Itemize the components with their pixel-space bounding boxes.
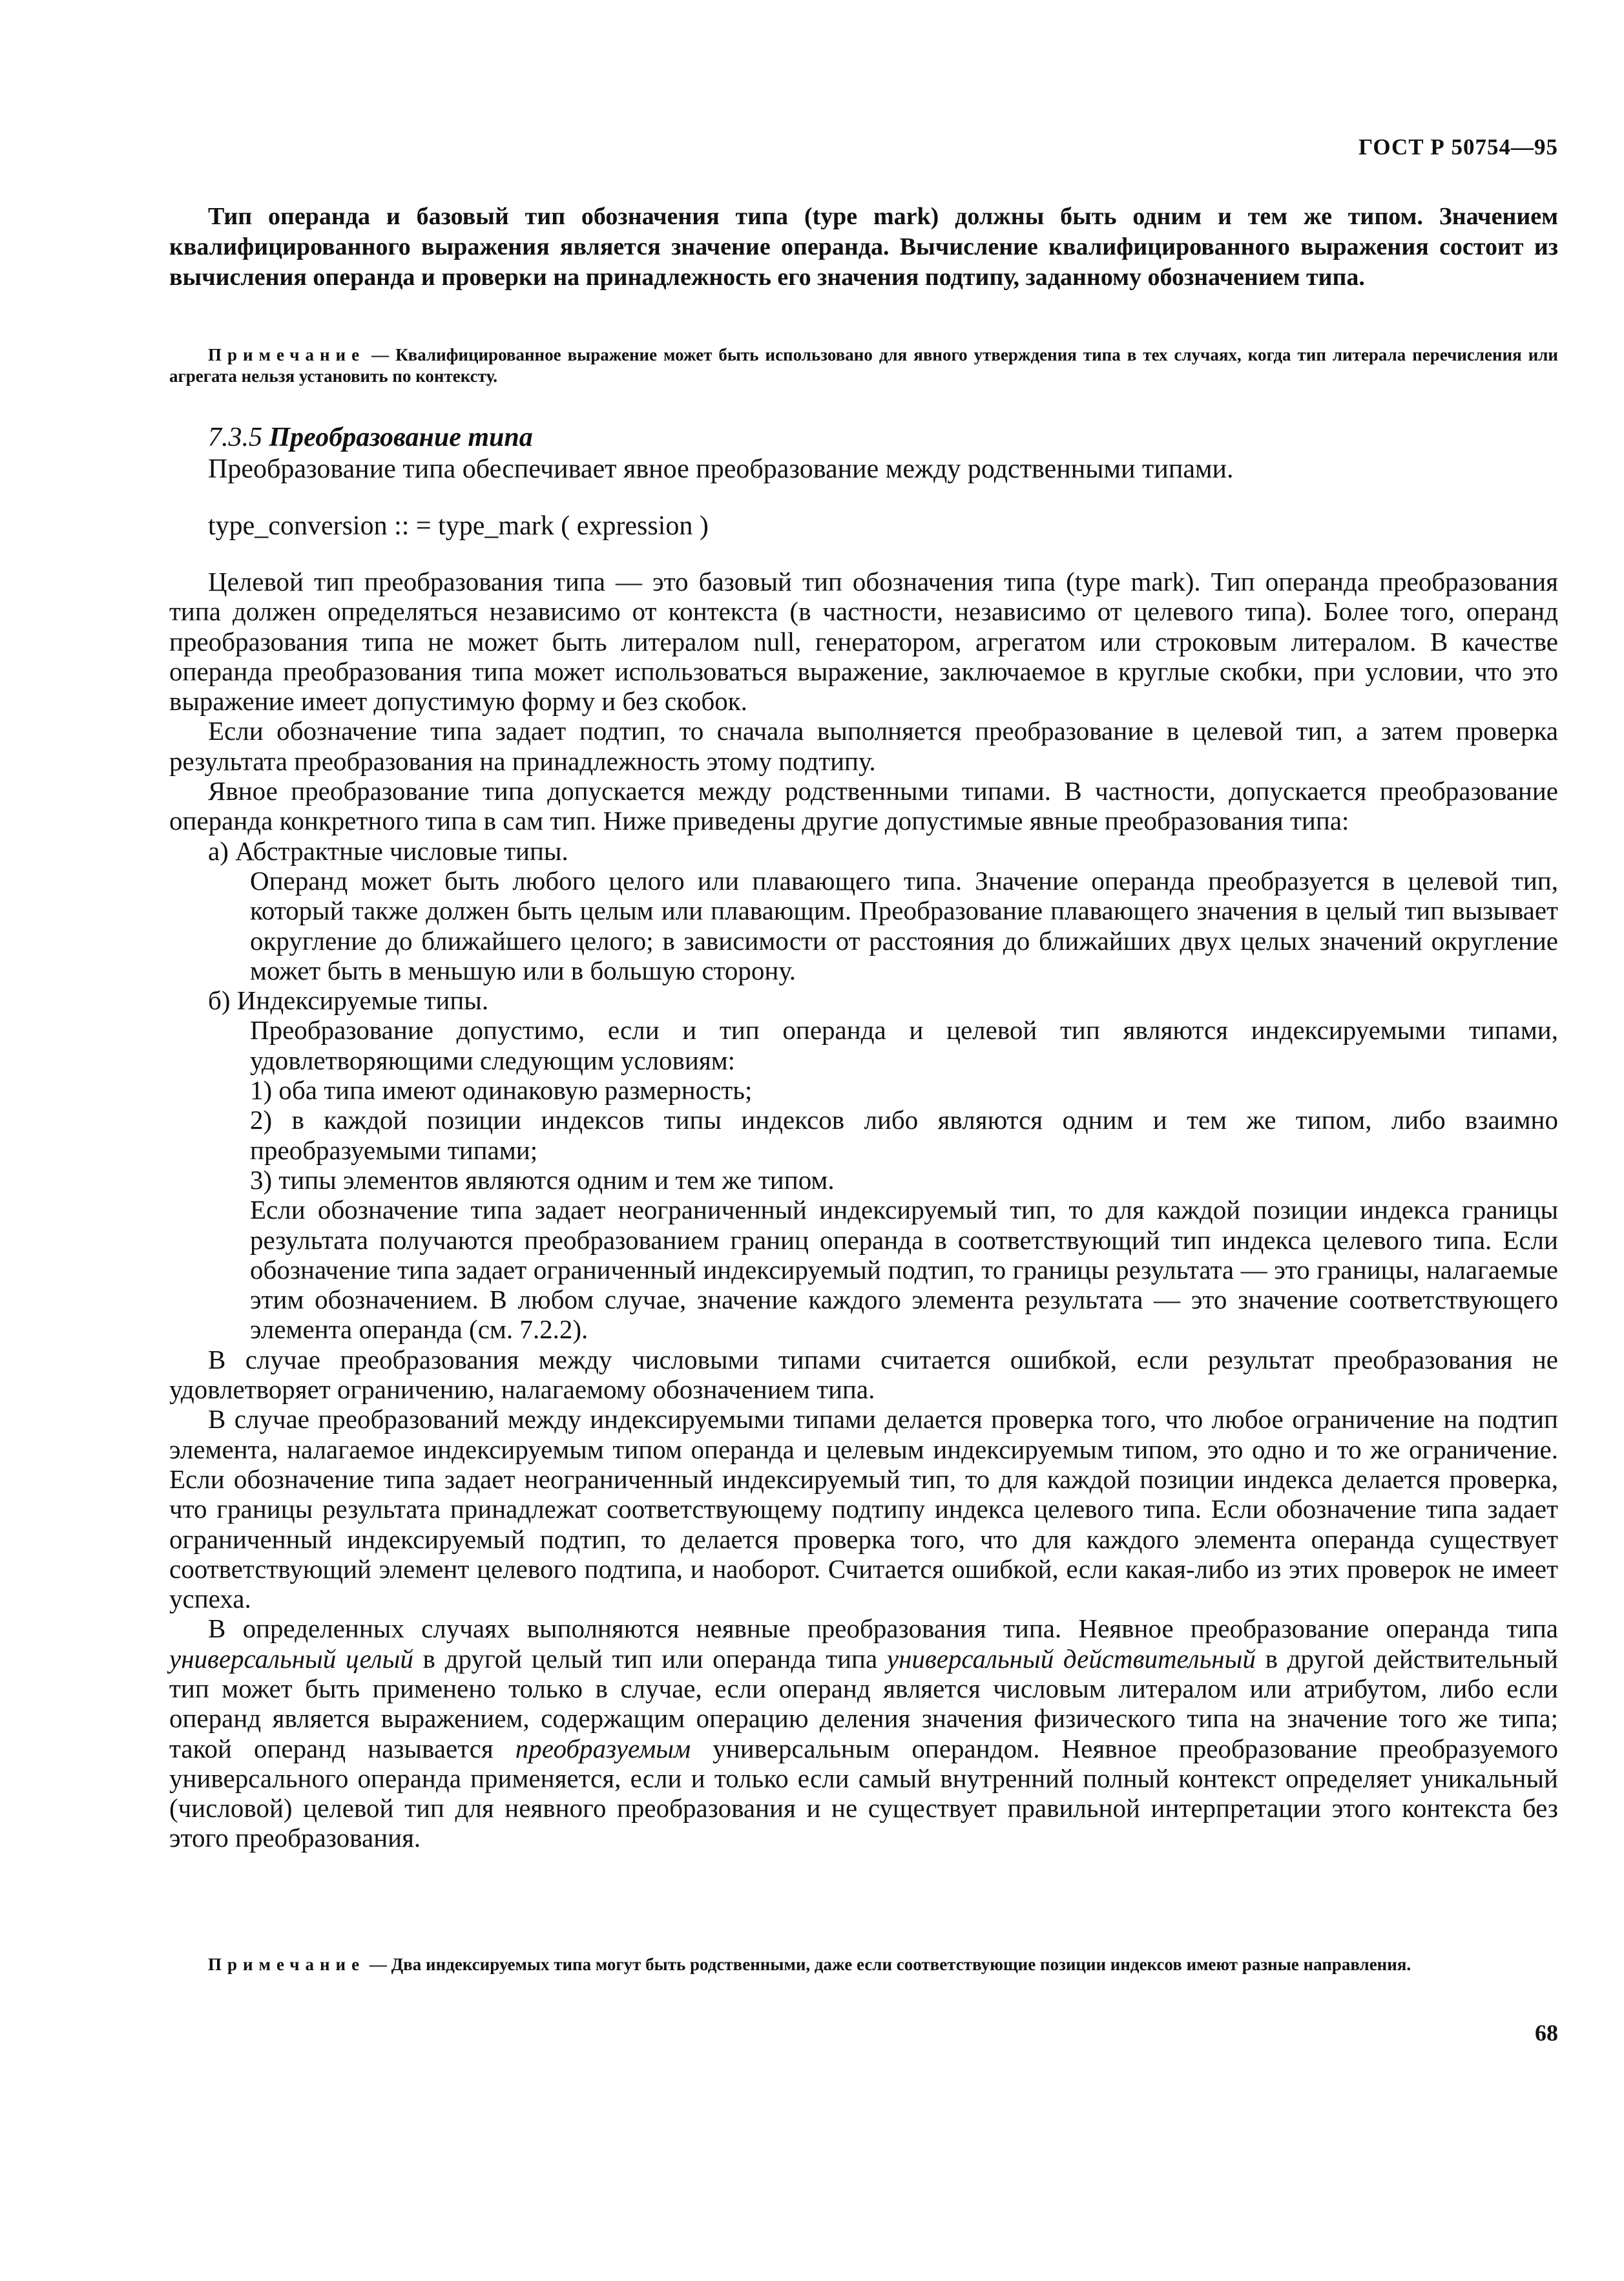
section-body <box>169 567 1558 1853</box>
p6-part-b: в другой целый тип или операнда типа <box>413 1643 887 1674</box>
body-paragraph-2: Если обозначение типа задает подтип, то сначала выполняется преобразование в целевой тип, а затем проверка результата преобразования на принадлежность этому подтипу. <box>169 716 1558 776</box>
intro-paragraph <box>169 202 1558 293</box>
body-paragraph-6 <box>169 1614 1558 1853</box>
item-a-label: а) Абстрактные числовые типы. <box>208 836 568 866</box>
p6-italic-universal-real: универсальный действительный <box>886 1643 1256 1674</box>
item-b-text-2: Если обозначение типа задает неограниченный индексируемый тип, то для каждой позиции индекса границы результата получаются преобразованием границ операнда в соответствующий тип индекса целевого типа. Если обозначение типа задает ограниченный индексируемый подтип, то границы результата — это границы, налагаемые этим обозначением. В любом случае, значение каждого элемента результата — это значение соответствующего элемента операнда (см. 7.2.2). <box>250 1195 1558 1345</box>
p6-part-a: В определенных случаях выполняются неявные преобразования типа. Неявное преобразование операнда типа <box>208 1614 1558 1644</box>
note-bottom-lead: Примечание <box>208 1955 366 1974</box>
page-number: 68 <box>1535 2020 1558 2046</box>
body-paragraph-3: Явное преобразование типа допускается между родственными типами. В частности, допускается преобразование операнда конкретного типа в сам тип. Ниже приведены другие допустимые явные преобразования типа: <box>169 776 1558 836</box>
p6-part-c: в другой действительный тип может быть применено только в случае, если операнд является числовым литералом или атрибутом, либо если операнд является выражением, содержащим операцию деления значения физического типа на значение того же типа; такой операнд называется <box>169 1643 1558 1763</box>
p6-part-d: универсальным операндом. Неявное преобразование преобразуемого универсального операнда применяется, если и только если самый внутренний полный контекст определяет уникальный (числовой) целевой тип для неявного преобразования и не существует правильной интерпретации этого контекста без этого преобразования. <box>169 1733 1558 1853</box>
section-title: Преобразование типа <box>269 423 533 452</box>
condition-1: 1) оба типа имеют одинаковую размерность; <box>250 1075 753 1106</box>
note-top-text: — Квалифицированное выражение может быть использовано для явного утверждения типа в тех случаях, когда тип литерала перечисления или агрегата нельзя установить по контексту. <box>169 345 1558 386</box>
note-top <box>169 344 1558 387</box>
p6-italic-convertible: преобразуемым <box>515 1733 691 1763</box>
condition-2: 2) в каждой позиции индексов типы индексов либо являются одним и тем же типом, либо взаимно преобразуемыми типами; <box>250 1105 1558 1165</box>
item-b-label: б) Индексируемые типы. <box>208 985 489 1016</box>
note-bottom-text: — Два индексируемых типа могут быть родственными, даже если соответствующие позиции индексов имеют разные направления. <box>365 1955 1411 1974</box>
body-paragraph-4: В случае преобразования между числовыми типами считается ошибкой, если результат преобразования не удовлетворяет ограничению, налагаемому обозначением типа. <box>169 1344 1558 1405</box>
p6-italic-universal-integer: универсальный целый <box>169 1643 413 1674</box>
intro-text: Тип операнда и базовый тип обозначения типа (type mark) должны быть одним и тем же типом. Значением квалифицированного выражения является значение операнда. Вычисление квалифицированного выражения состоит из вычисления операнда и проверки на принадлежность его значения подтипу, заданному обозначением типа. <box>169 203 1558 291</box>
note-bottom <box>169 1954 1558 1975</box>
item-a-text: Операнд может быть любого целого или плавающего типа. Значение операнда преобразуется в целевой тип, который также должен быть целым или плавающим. Преобразование плавающего значения в целый тип вызывает округление до ближайшего целого; в зависимости от расстояния до ближайших двух целых значений округление может быть в меньшую или в большую сторону. <box>250 865 1558 985</box>
section-number: 7.3.5 <box>208 423 262 452</box>
item-b-text: Преобразование допустимо, если и тип операнда и целевой тип являются индексируемыми типами, удовлетворяющими следующим условиям: <box>250 1015 1558 1075</box>
body-paragraph-5: В случае преобразований между индексируемыми типами делается проверка того, что любое ограничение на подтип элемента, налагаемое индексируемым типом операнда и целевым индексируемым типом, это одно и то же ограничение. Если обозначение типа задает неограниченный индексируемый тип, то для каждой позиции индекса делается проверка, что границы результата принадлежат соответствующему подтипу индекса целевого типа. Если обозначение типа задает ограниченный индексируемый подтип, то делается проверка того, что для каждого элемента операнда существует соответствующий элемент целевого подтипа, и наоборот. Считается ошибкой, если какая-либо из этих проверок не имеет успеха. <box>169 1404 1558 1614</box>
section-lead: Преобразование типа обеспечивает явное преобразование между родственными типами. <box>208 454 1234 484</box>
body-paragraph-1: Целевой тип преобразования типа — это базовый тип обозначения типа (type mark). Тип операнда преобразования типа должен определяться независимо от контекста (в частности, независимо от целевого типа). Более того, операнд преобразования типа не может быть литералом null, генератором, агрегатом или строковым литералом. В качестве операнда преобразования типа может использоваться выражение, заключаемое в круглые скобки, при условии, что это выражение имеет допустимую форму и без скобок. <box>169 567 1558 717</box>
note-top-lead: Примечание <box>208 345 366 364</box>
condition-3: 3) типы элементов являются одним и тем же типом. <box>250 1164 835 1195</box>
document-header: ГОСТ Р 50754—95 <box>1358 134 1558 160</box>
section-heading <box>208 422 533 453</box>
syntax-line: type_conversion :: = type_mark ( expression ) <box>208 511 709 541</box>
